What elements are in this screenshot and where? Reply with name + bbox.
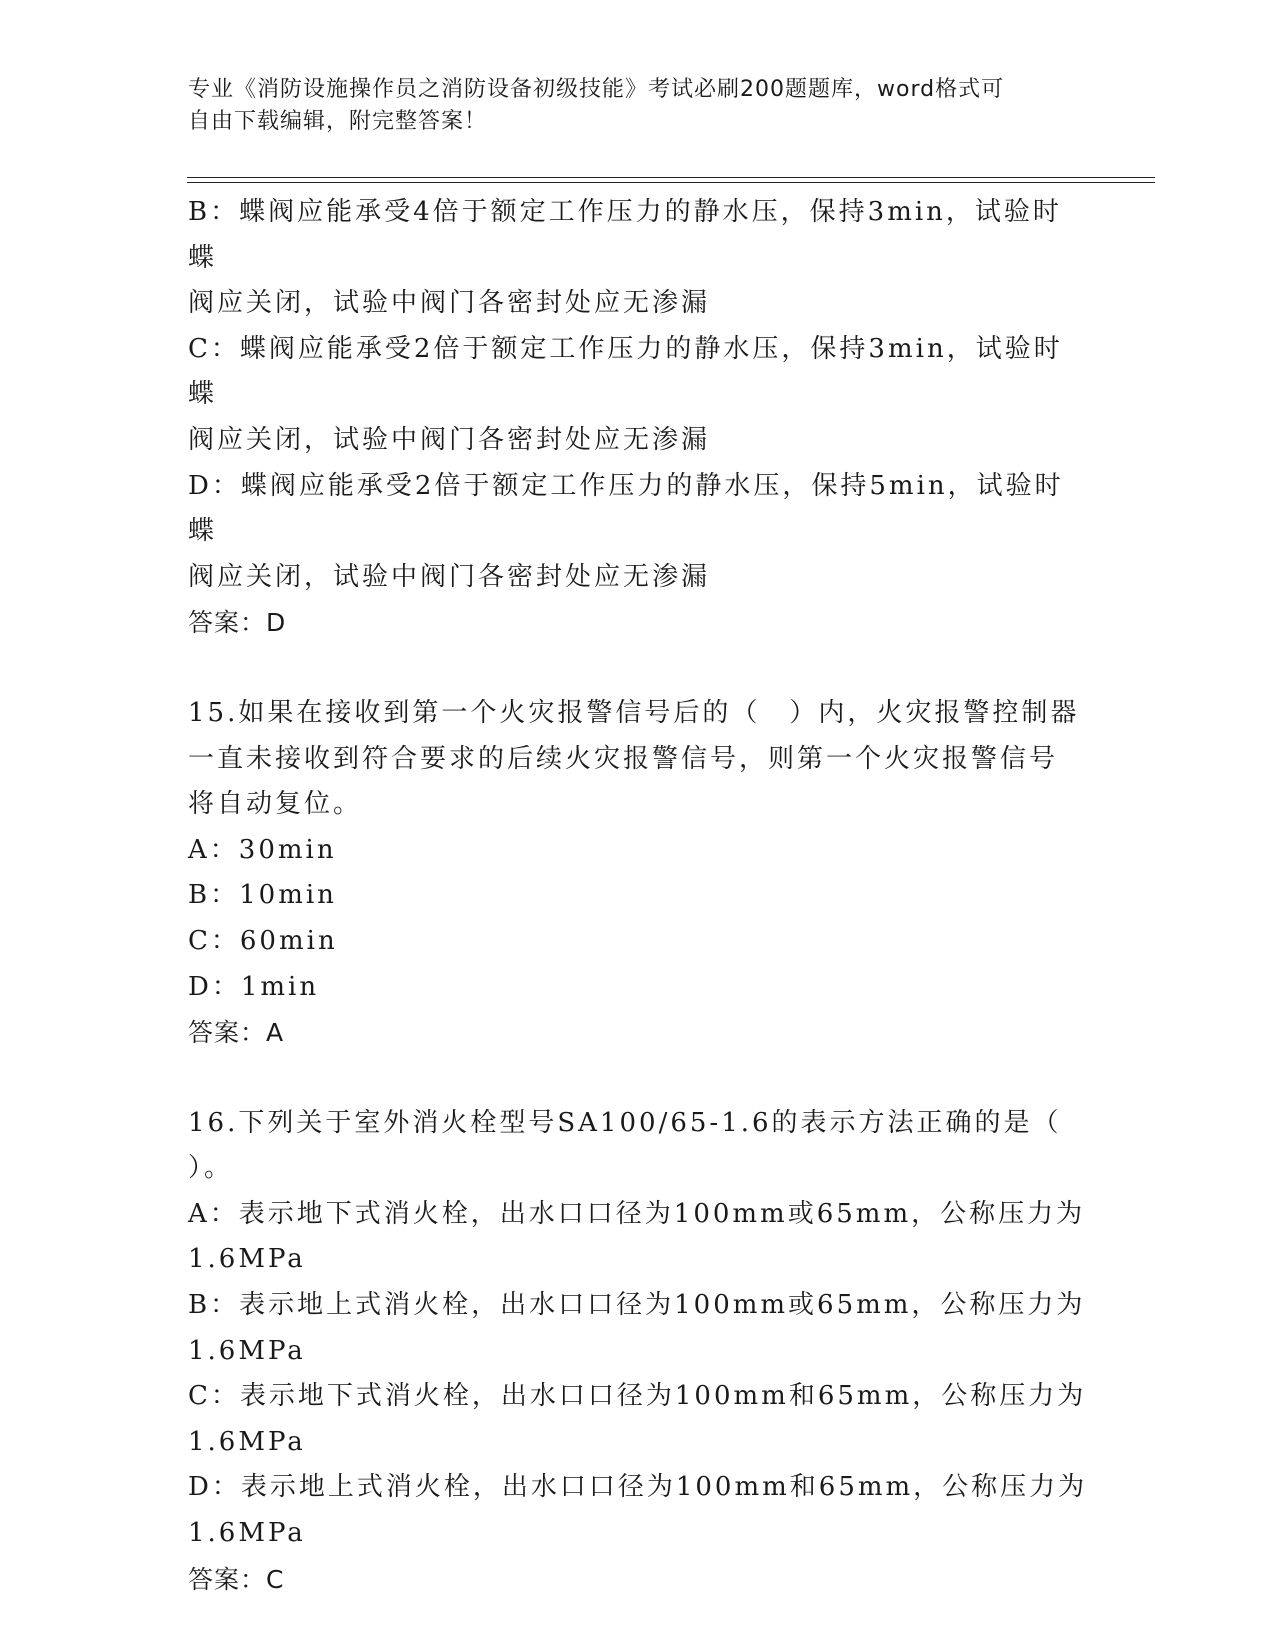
document-body (188, 190, 1088, 1602)
prev-option-c-line-2: 阀应关闭，试验中阀门各密封处应无渗漏 (188, 424, 711, 455)
prev-option-d-line-2: 阀应关闭，试验中阀门各密封处应无渗漏 (188, 561, 711, 592)
q16-stem-line-1: 16.下列关于室外消火栓型号SA100/65-1.6的表示方法正确的是（ (188, 1107, 1062, 1138)
q15-option-d: D：1min (188, 971, 320, 1002)
q15-option-c: C：60min (188, 925, 338, 956)
q16-option-d-line-2: 1.6MPa (188, 1518, 306, 1549)
q15-stem-line-2: 一直未接收到符合要求的后续火灾报警信号，则第一个火灾报警信号 (188, 743, 1059, 774)
q16-option-b-line-2: 1.6MPa (188, 1335, 306, 1366)
q15-answer: 答案：A (188, 1018, 285, 1048)
prev-option-b-line-1: B：蝶阀应能承受4倍于额定工作压力的静水压，保持3min，试验时蝶 (188, 197, 1062, 273)
q16-option-a-line-2: 1.6MPa (188, 1244, 306, 1275)
header-divider-top (187, 177, 1155, 178)
q15-stem-line-1: 15.如果在接收到第一个火灾报警信号后的（ ）内，火灾报警控制器 (188, 697, 1080, 728)
prev-option-b-line-2: 阀应关闭，试验中阀门各密封处应无渗漏 (188, 288, 711, 319)
q16-option-a-line-1: A：表示地下式消火栓，出水口口径为100mm或65mm，公称压力为 (188, 1198, 1086, 1229)
q15-option-b: B：10min (188, 880, 337, 911)
q16-option-c-line-2: 1.6MPa (188, 1426, 306, 1457)
q16-stem-line-2: ）。 (188, 1153, 234, 1184)
header-line-2: 自由下载编辑，附完整答案！ (188, 109, 488, 134)
q15-stem-line-3: 将自动复位。 (188, 789, 363, 820)
q15-option-a: A：30min (188, 834, 337, 865)
prev-answer: 答案：D (188, 608, 287, 638)
q16-answer: 答案：C (188, 1564, 285, 1594)
q16-option-d-line-1: D：表示地上式消火栓，出水口口径为100mm和65mm，公称压力为 (188, 1472, 1088, 1503)
prev-option-c-line-1: C：蝶阀应能承受2倍于额定工作压力的静水压，保持3min，试验时蝶 (188, 333, 1063, 410)
q16-option-c-line-1: C：表示地下式消火栓，出水口口径为100mm和65mm，公称压力为 (188, 1381, 1087, 1412)
q16-option-b-line-1: B：表示地上式消火栓，出水口口径为100mm或65mm，公称压力为 (188, 1290, 1086, 1321)
document-header (188, 74, 1088, 138)
header-line-1: 专业《消防设施操作员之消防设备初级技能》考试必刷200题题库，word格式可 (188, 77, 1005, 102)
prev-option-d-line-1: D：蝶阀应能承受2倍于额定工作压力的静水压，保持5min，试验时蝶 (188, 470, 1064, 547)
header-divider-bottom (187, 182, 1155, 183)
